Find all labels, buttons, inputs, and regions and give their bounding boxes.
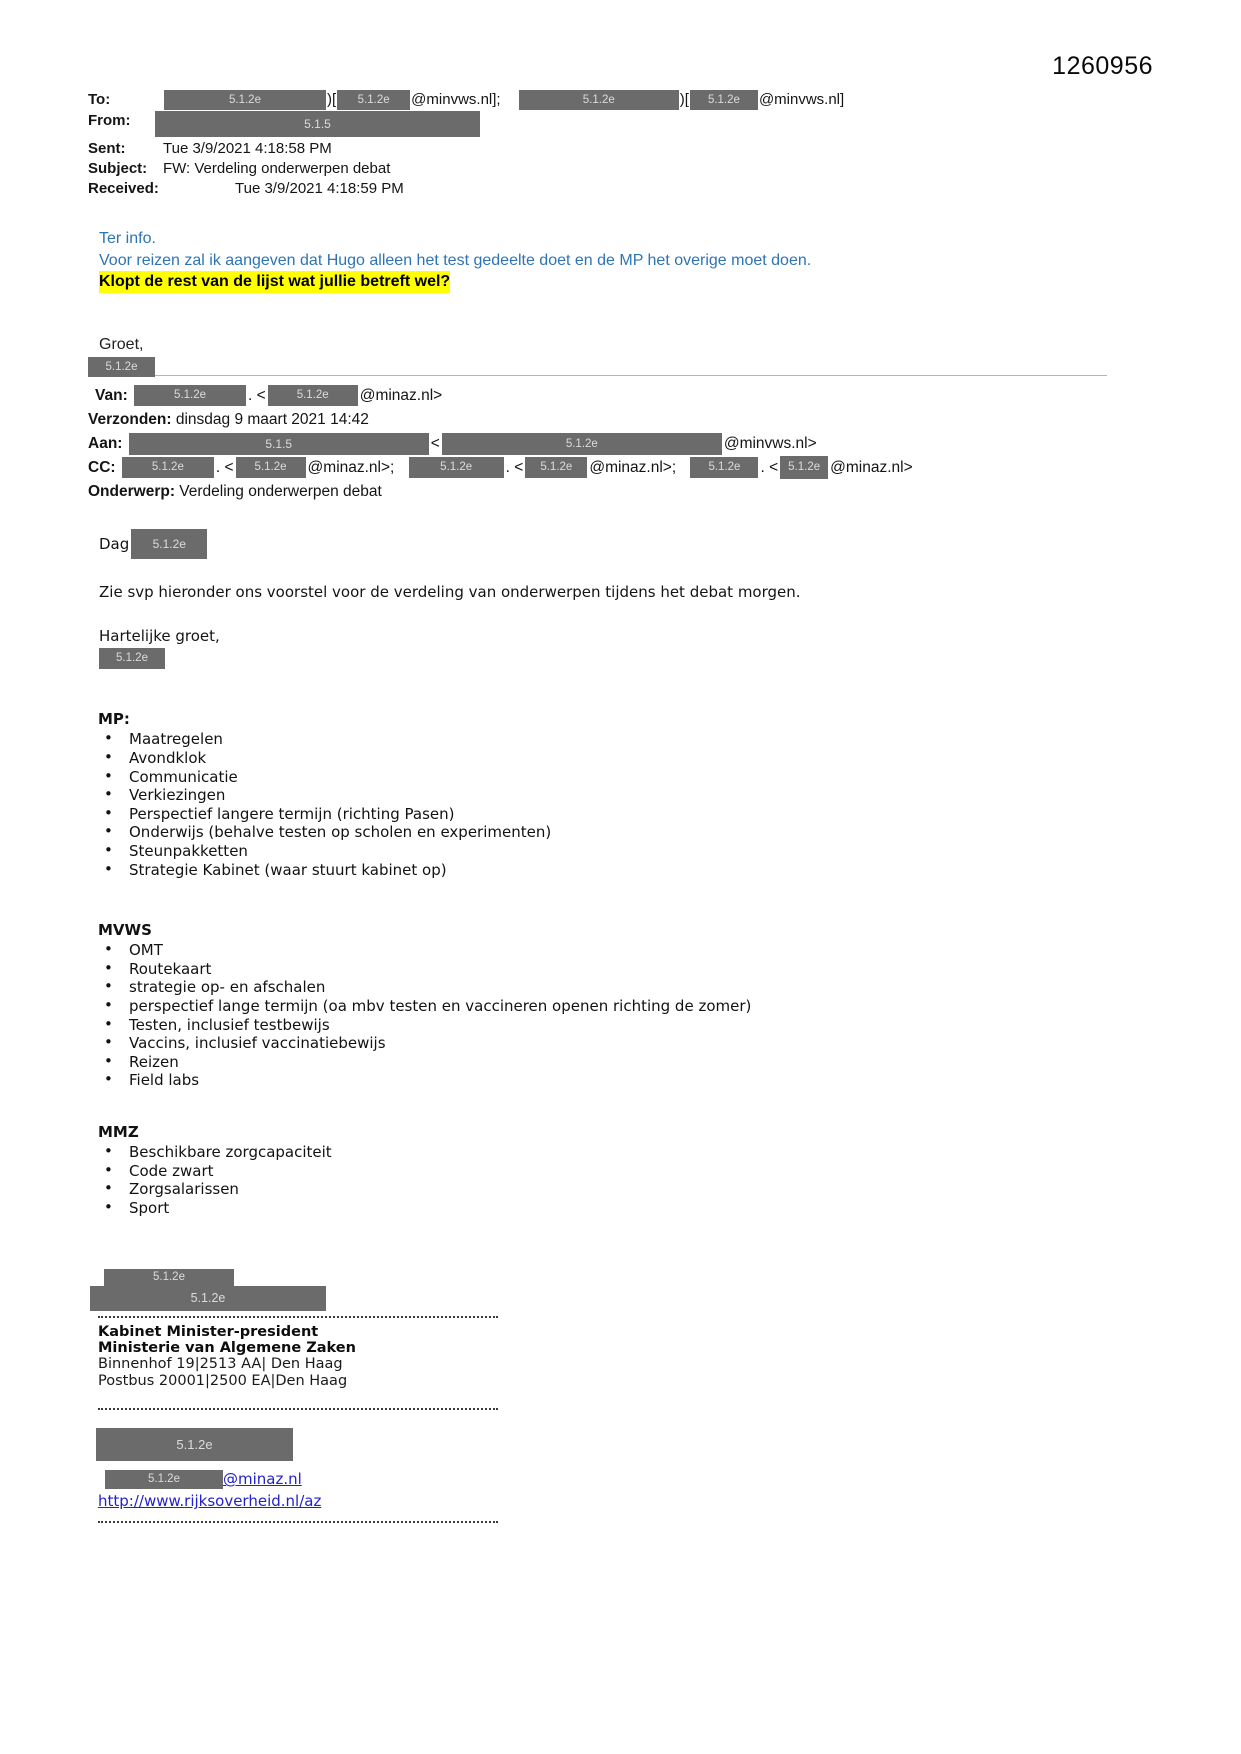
to-separator-2: )[ [679,91,689,108]
redaction-box: 5.1.2e [236,457,306,478]
list-item: • OMT [98,941,1241,960]
list-item: • Communicatie [98,768,1241,787]
quoted-row-verzonden [88,408,1241,431]
van-label: Van: [95,387,128,405]
email-link[interactable]: @minaz.nl [223,1470,302,1489]
to-value [163,90,844,110]
dotted-separator [98,1520,498,1523]
cc-address-2: @minaz.nl>; [589,459,677,477]
redaction-box: 5.1.2e [134,385,246,406]
sent-value: Tue 3/9/2021 4:18:58 PM [163,140,332,158]
redaction-box: 5.1.2e [525,457,587,478]
signature-name-redaction-bottom [88,1286,1241,1311]
mmz-items [98,1143,1241,1217]
list-item: • Strategie Kabinet (waar stuurt kabinet op) [98,861,1241,880]
topic-list-mp [98,710,1241,879]
signature-block [88,1267,1241,1523]
signature-org-1: Kabinet Minister-president [98,1324,319,1341]
van-separator: . < [248,387,266,405]
mp-items [98,730,1241,879]
header-row-to [88,90,1241,110]
signature-url-row [98,1491,1241,1510]
redaction-box: 5.1.2e [88,357,155,377]
mail-header [88,90,1241,198]
aan-separator: < [430,435,440,453]
list-item: • Testen, inclusief testbewijs [98,1016,1241,1035]
redaction-box: 5.1.2e [268,385,358,406]
highlighted-question: Klopt de rest van de lijst wat jullie betreft wel? [99,271,450,293]
to-address-1: @minvws.nl]; [411,91,501,108]
signature-address-2: Postbus 20001|2500 EA|Den Haag [98,1372,348,1389]
quoted-row-van [95,384,1241,407]
sent-label: Sent: [88,140,126,158]
list-item: • Onderwijs (behalve testen op scholen en experimenten) [98,823,1241,842]
list-item: • Steunpakketten [98,842,1241,861]
list-item: • perspectief lange termijn (oa mbv testen en vaccineren openen richting de zomer) [98,997,1241,1016]
sender-name-redaction-row [88,357,1241,377]
redaction-box: 5.1.5 [155,111,480,137]
redaction-box: 5.1.2e [96,1428,293,1461]
verzonden-label: Verzonden: [88,411,172,429]
topic-title-mvws: MVWS [98,921,152,940]
van-address: @minaz.nl> [359,387,443,405]
quoted-header [88,384,1241,503]
intro-line-1: Ter info. [99,230,156,248]
list-item: • Beschikbare zorgcapaciteit [98,1143,1241,1162]
redaction-box: 5.1.2e [690,457,758,478]
list-item: • Sport [98,1199,1241,1218]
topic-title-mp: MP: [98,710,130,729]
redaction-box: 5.1.2e [409,457,504,478]
quoted-row-aan [88,432,1241,455]
list-item: • strategie op- en afschalen [98,978,1241,997]
signature-address-1: Binnenhof 19|2513 AA| Den Haag [98,1356,343,1373]
quoted-row-onderwerp [88,480,1241,503]
from-label: From: [88,112,131,130]
topic-list-mvws [98,921,1241,1090]
mvws-items [98,941,1241,1090]
greeting: Groet, [99,335,144,353]
redaction-box: 5.1.2e [105,1470,223,1489]
aan-address: @minvws.nl> [723,435,817,453]
redaction-box: 5.1.2e [131,529,207,559]
list-item: • Maatregelen [98,730,1241,749]
received-label: Received: [88,180,159,198]
to-address-2: @minvws.nl] [758,91,845,108]
header-row-subject [88,159,1241,178]
list-item: • Reizen [98,1053,1241,1072]
cc-separator-3: . < [760,459,779,477]
signature-function-redaction [88,1428,1241,1461]
message-body [99,529,1241,670]
list-item: • Perspectief langere termijn (richting Pasen) [98,805,1241,824]
topic-list-mmz [98,1123,1241,1217]
highlight-line [99,271,1241,293]
signature-email-row [105,1469,1241,1489]
cc-separator-1: . < [215,459,234,477]
salutation-row [99,529,1241,559]
cc-address-3: @minaz.nl> [830,459,913,477]
subject-value: FW: Verdeling onderwerpen debat [163,160,391,178]
header-row-sent [88,139,1241,158]
quoted-row-cc [88,456,1241,479]
redaction-box: 5.1.2e [164,90,326,110]
intro-note [99,228,1241,355]
from-value [163,111,481,137]
onderwerp-value: Verdeling onderwerpen debat [174,483,382,501]
list-item: • Code zwart [98,1162,1241,1181]
list-item: • Verkiezingen [98,786,1241,805]
aan-label: Aan: [88,435,123,453]
intro-line-2: Voor reizen zal ik aangeven dat Hugo alleen het test gedeelte doet en de MP het overige moet doen. [99,251,812,269]
list-item: • Vaccins, inclusief vaccinatiebewijs [98,1034,1241,1053]
to-label: To: [88,91,111,108]
subject-label: Subject: [88,160,148,178]
cc-label: CC: [88,459,116,477]
redaction-box: 5.1.2e [780,456,828,479]
cc-separator-2: . < [505,459,524,477]
signature-org-2: Ministerie van Algemene Zaken [98,1340,356,1357]
document-id: 1260956 [1052,52,1153,80]
verzonden-value: dinsdag 9 maart 2021 14:42 [171,411,369,429]
to-separator-1: )[ [327,91,337,108]
website-link[interactable]: http://www.rijksoverheid.nl/az [98,1492,322,1511]
list-item: • Field labs [98,1071,1241,1090]
redaction-box: 5.1.2e [122,457,214,478]
list-item: • Routekaart [98,960,1241,979]
onderwerp-label: Onderwerp: [88,483,175,501]
redaction-box: 5.1.2e [690,90,758,110]
header-row-from [88,111,1241,138]
redaction-box: 5.1.2e [519,90,679,110]
header-row-received [88,179,1241,198]
received-value: Tue 3/9/2021 4:18:59 PM [235,180,404,198]
redaction-box: 5.1.2e [90,1286,326,1311]
reply-divider [155,375,1107,376]
cc-address-1: @minaz.nl>; [307,459,395,477]
proposal-text: Zie svp hieronder ons voorstel voor de verdeling van onderwerpen tijdens het debat morgen. [99,583,801,602]
redaction-box: 5.1.2e [442,433,722,455]
salutation: Dag [99,535,130,554]
signature-name-redaction-top [88,1267,1241,1286]
redaction-box: 5.1.5 [129,433,429,455]
closing-text: Hartelijke groet, [99,627,220,646]
redaction-box: 5.1.2e [99,648,165,669]
topic-title-mmz: MMZ [98,1122,139,1141]
list-item: • Avondklok [98,749,1241,768]
closing-name-redaction-row [99,648,1241,670]
redaction-box: 5.1.2e [104,1269,234,1286]
list-item: • Zorgsalarissen [98,1180,1241,1199]
redaction-box: 5.1.2e [337,90,410,110]
